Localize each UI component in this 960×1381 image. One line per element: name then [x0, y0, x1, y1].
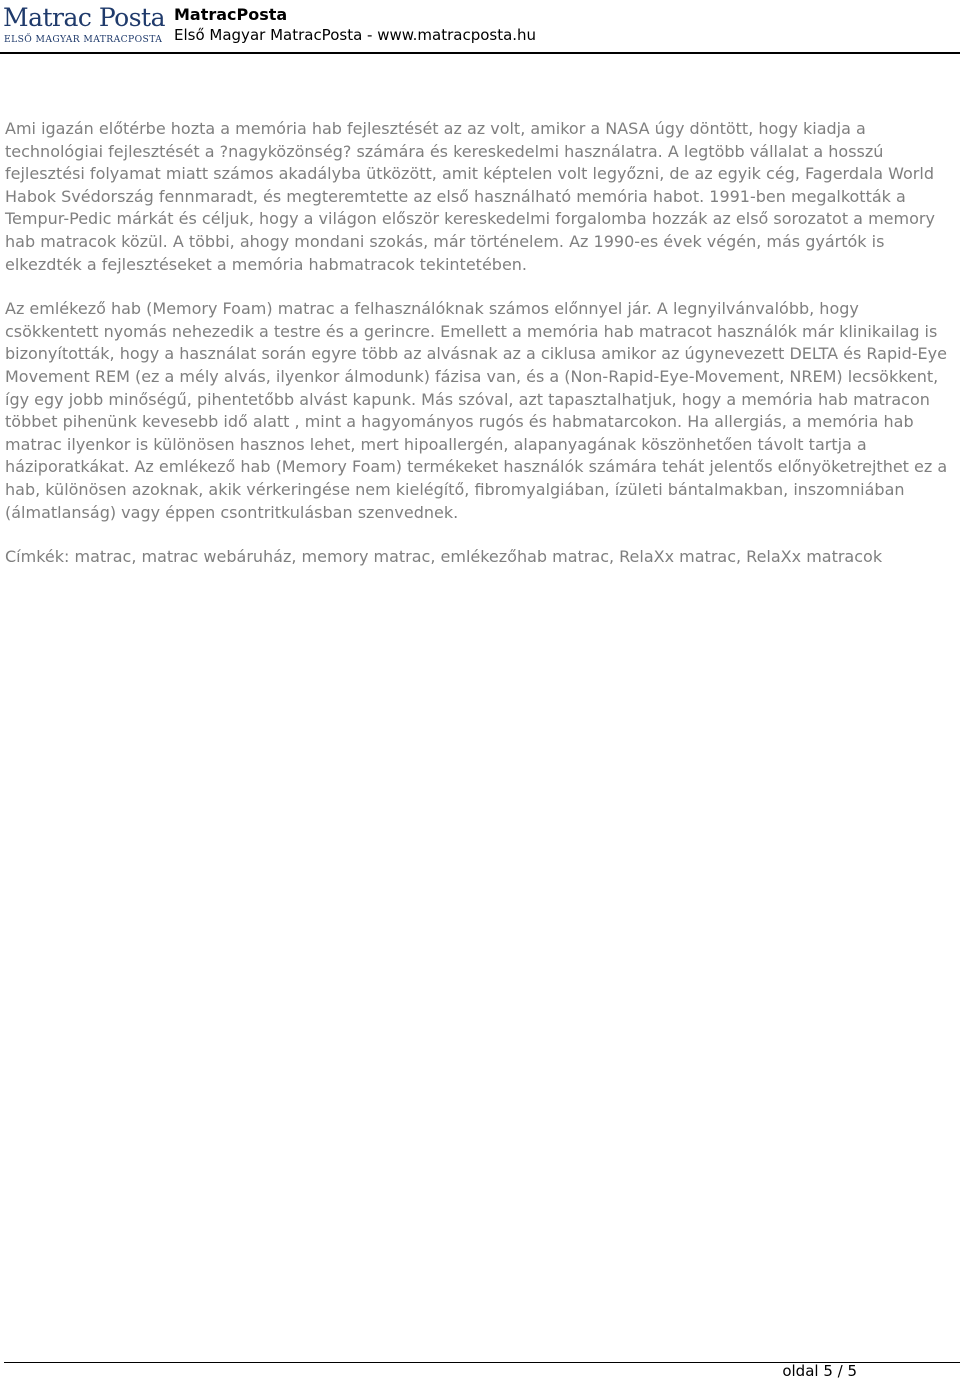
matracposta-logo	[3, 3, 165, 47]
article-body	[5, 118, 955, 591]
article-paragraph-history: Ami igazán előtérbe hozta a memória hab fejlesztését az az volt, amikor a NASA úgy döntött, hogy kiadja a technológiai fejlesztését a ?nagyközönség? számára és kereskedelmi használatra. A legtöbb vállalat a hosszú fejlesztési folyamat miatt számos akadályba ütközött, amit képtelen volt legyőzni, de az egyik cég, Fagerdala World Habok Svédország fennmaradt, és megteremtette az első használható memória habot. 1991-ben megalkották a Tempur-Pedic márkát és céljuk, hogy a világon először kereskedelmi forgalomba hozzák az első sorozatot a memory hab matracok közül. A többi, ahogy mondani szokás, már történelem. Az 1990-es évek végén, más gyártók is elkezdték a fejlesztéseket a memória habmatracok tekintetében.	[5, 119, 935, 274]
page-number: oldal 5 / 5	[782, 1362, 857, 1380]
page-header	[0, 0, 960, 54]
header-divider	[0, 52, 960, 54]
article-tags: Címkék: matrac, matrac webáruház, memory matrac, emlékezőhab matrac, RelaXx matrac, RelaXx matracok	[5, 547, 883, 567]
site-title: MatracPosta	[174, 5, 288, 24]
logo-main-text: Matrac Posta	[3, 3, 165, 32]
article-paragraph-benefits: Az emlékező hab (Memory Foam) matrac a felhasználóknak számos előnnyel jár. A legnyilvánvalóbb, hogy csökkentett nyomás nehezedik a testre és a gerincre. Emellett a memória hab matracot használók már klinikailag is bizonyították, hogy a használat során egyre több az alvásnak az a ciklusa amikor az úgynevezett DELTA és Rapid-Eye Movement REM (ez a mély alvás, ilyenkor álmodunk) fázisa van, és a (Non-Rapid-Eye-Movement, NREM) lecsökkent, így egy jobb minőségű, pihentetőbb alvást kapunk. Más szóval, azt tapasztalhatjuk, hogy a memória hab matracon többet pihenünk kevesebb idő alatt , mint a hagyományos rugós és habmatarcokon. Ha allergiás, a memória hab matrac ilyenkor is különösen hasznos lehet, mert hipoallergén, alapanyagának köszönhetően távolt tartja a háziporatkákat. Az emlékező hab (Memory Foam) termékeket használók számára tehát jelentős előnyöketrejthet ez a hab, különösen azoknak, akik vérkeringése nem kielégítő, fibromyalgiában, ízületi bántalmakban, inszomniában (álmatlanság) vagy éppen csontritkulásban szenvednek.	[5, 299, 948, 522]
logo-sub-text: ELSŐ MAGYAR MATRACPOSTA	[4, 34, 163, 45]
site-subtitle: Első Magyar MatracPosta - www.matracposta.hu	[174, 26, 537, 44]
